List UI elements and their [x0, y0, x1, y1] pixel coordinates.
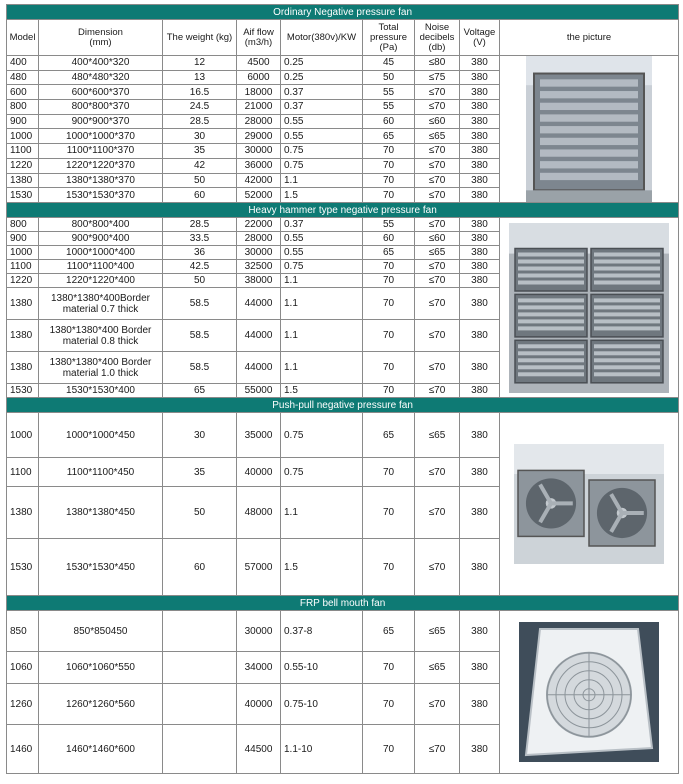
- cell-noise: ≤65: [415, 652, 460, 684]
- cell-pressure: 65: [363, 413, 415, 458]
- cell-model: 1380: [7, 173, 39, 188]
- fan-spec-table: [6, 4, 679, 774]
- cell-weight: [163, 725, 237, 774]
- cell-voltage: 380: [460, 173, 500, 188]
- cell-weight: 36: [163, 246, 237, 260]
- cell-dimension: 1100*1100*370: [39, 144, 163, 159]
- cell-dimension: 1260*1260*560: [39, 684, 163, 725]
- cell-dimension: 400*400*320: [39, 56, 163, 71]
- cell-model: 1380: [7, 288, 39, 320]
- cell-motor: 0.75: [281, 413, 363, 458]
- cell-dimension: 1380*1380*370: [39, 173, 163, 188]
- cell-dimension: 1100*1100*400: [39, 260, 163, 274]
- cell-dimension: 1000*1000*450: [39, 413, 163, 458]
- cell-voltage: 380: [460, 288, 500, 320]
- cell-airflow: 35000: [237, 413, 281, 458]
- cell-pressure: 70: [363, 158, 415, 173]
- cell-weight: 50: [163, 487, 237, 539]
- cell-airflow: 55000: [237, 384, 281, 398]
- cell-motor: 1.1: [281, 274, 363, 288]
- cell-model: 900: [7, 232, 39, 246]
- cell-weight: 16.5: [163, 85, 237, 100]
- cell-model: 1530: [7, 539, 39, 596]
- cell-dimension: 1000*1000*400: [39, 246, 163, 260]
- cell-dimension: 1060*1060*550: [39, 652, 163, 684]
- cell-airflow: 44500: [237, 725, 281, 774]
- column-header-dimension: Dimension (mm): [39, 20, 163, 56]
- cell-airflow: 30000: [237, 246, 281, 260]
- cell-weight: 60: [163, 188, 237, 203]
- cell-motor: 1.1: [281, 352, 363, 384]
- cell-noise: ≤65: [415, 413, 460, 458]
- cell-motor: 0.25: [281, 56, 363, 71]
- cell-airflow: 42000: [237, 173, 281, 188]
- cell-pressure: 60: [363, 232, 415, 246]
- section-band: [7, 5, 679, 20]
- cell-pressure: 70: [363, 274, 415, 288]
- section-title: Ordinary Negative pressure fan: [7, 5, 679, 20]
- cell-airflow: 40000: [237, 458, 281, 487]
- cell-noise: ≤65: [415, 611, 460, 652]
- cell-voltage: 380: [460, 114, 500, 129]
- cell-weight: 30: [163, 413, 237, 458]
- cell-pressure: 60: [363, 114, 415, 129]
- cell-weight: 13: [163, 70, 237, 85]
- cell-weight: 58.5: [163, 352, 237, 384]
- wall-louver-fan-photo: [500, 56, 679, 203]
- cell-voltage: 380: [460, 100, 500, 115]
- cell-airflow: 57000: [237, 539, 281, 596]
- cell-noise: ≤70: [415, 725, 460, 774]
- cell-weight: 50: [163, 173, 237, 188]
- cell-noise: ≤70: [415, 85, 460, 100]
- cell-airflow: 44000: [237, 288, 281, 320]
- cell-voltage: 380: [460, 274, 500, 288]
- cell-voltage: 380: [460, 188, 500, 203]
- cell-model: 1220: [7, 274, 39, 288]
- cell-model: 1060: [7, 652, 39, 684]
- section-band: [7, 596, 679, 611]
- section-title: Heavy hammer type negative pressure fan: [7, 203, 679, 218]
- cell-model: 1100: [7, 458, 39, 487]
- cell-pressure: 70: [363, 384, 415, 398]
- cell-motor: 0.25: [281, 70, 363, 85]
- cell-voltage: 380: [460, 611, 500, 652]
- cell-voltage: 380: [460, 539, 500, 596]
- cell-model: 600: [7, 85, 39, 100]
- cell-model: 850: [7, 611, 39, 652]
- cell-motor: 1.5: [281, 384, 363, 398]
- column-header-voltage: Voltage (V): [460, 20, 500, 56]
- cell-model: 1100: [7, 260, 39, 274]
- cell-weight: 12: [163, 56, 237, 71]
- cell-noise: ≤70: [415, 539, 460, 596]
- cell-airflow: 28000: [237, 114, 281, 129]
- cell-weight: [163, 684, 237, 725]
- cell-pressure: 70: [363, 173, 415, 188]
- cell-noise: ≤70: [415, 188, 460, 203]
- cell-motor: 1.5: [281, 539, 363, 596]
- cell-pressure: 65: [363, 129, 415, 144]
- cell-weight: 35: [163, 458, 237, 487]
- cell-dimension: 1380*1380*400 Border material 1.0 thick: [39, 352, 163, 384]
- cell-noise: ≤60: [415, 232, 460, 246]
- cell-motor: 0.55: [281, 246, 363, 260]
- cell-airflow: 28000: [237, 232, 281, 246]
- cell-noise: ≤70: [415, 274, 460, 288]
- cell-noise: ≤70: [415, 458, 460, 487]
- cell-model: 1530: [7, 384, 39, 398]
- cell-airflow: 38000: [237, 274, 281, 288]
- cell-model: 480: [7, 70, 39, 85]
- table-row: [7, 56, 679, 71]
- cell-motor: 0.37: [281, 218, 363, 232]
- cell-airflow: 30000: [237, 611, 281, 652]
- column-header-noise: Noise decibels (db): [415, 20, 460, 56]
- cell-dimension: 900*900*400: [39, 232, 163, 246]
- cell-weight: 58.5: [163, 288, 237, 320]
- cell-airflow: 44000: [237, 352, 281, 384]
- cell-model: 1000: [7, 246, 39, 260]
- cell-weight: 42: [163, 158, 237, 173]
- cell-airflow: 40000: [237, 684, 281, 725]
- cell-dimension: 1100*1100*450: [39, 458, 163, 487]
- cell-model: 1380: [7, 352, 39, 384]
- cell-dimension: 800*800*400: [39, 218, 163, 232]
- cell-motor: 0.37: [281, 85, 363, 100]
- cell-model: 1000: [7, 413, 39, 458]
- cell-airflow: 29000: [237, 129, 281, 144]
- cell-dimension: 1000*1000*370: [39, 129, 163, 144]
- cell-airflow: 4500: [237, 56, 281, 71]
- cell-noise: ≤70: [415, 288, 460, 320]
- cell-airflow: 21000: [237, 100, 281, 115]
- cell-voltage: 380: [460, 218, 500, 232]
- cell-airflow: 34000: [237, 652, 281, 684]
- cell-motor: 0.37: [281, 100, 363, 115]
- stacked-hammer-fans-photo: [500, 218, 679, 398]
- cell-weight: 28.5: [163, 218, 237, 232]
- section-title: FRP bell mouth fan: [7, 596, 679, 611]
- cell-dimension: 1220*1220*400: [39, 274, 163, 288]
- cell-weight: 35: [163, 144, 237, 159]
- cell-airflow: 6000: [237, 70, 281, 85]
- cell-voltage: 380: [460, 458, 500, 487]
- cell-pressure: 70: [363, 320, 415, 352]
- product-photo-icon: [519, 622, 659, 762]
- cell-model: 1380: [7, 487, 39, 539]
- cell-dimension: 600*600*370: [39, 85, 163, 100]
- cell-weight: 42.5: [163, 260, 237, 274]
- cell-motor: 0.75-10: [281, 684, 363, 725]
- cell-voltage: 380: [460, 246, 500, 260]
- cell-model: 800: [7, 218, 39, 232]
- cell-weight: 30: [163, 129, 237, 144]
- cell-dimension: 480*480*320: [39, 70, 163, 85]
- cell-voltage: 380: [460, 652, 500, 684]
- cell-model: 900: [7, 114, 39, 129]
- cell-dimension: 900*900*370: [39, 114, 163, 129]
- cell-weight: 33.5: [163, 232, 237, 246]
- cell-motor: 0.55: [281, 232, 363, 246]
- cell-model: 1380: [7, 320, 39, 352]
- cell-noise: ≤70: [415, 100, 460, 115]
- cell-airflow: 30000: [237, 144, 281, 159]
- cell-noise: ≤70: [415, 158, 460, 173]
- column-header-picture: the picture: [500, 20, 679, 56]
- cell-motor: 0.75: [281, 144, 363, 159]
- column-header-motor: Motor(380v)/KW: [281, 20, 363, 56]
- table-header-row: [7, 20, 679, 56]
- cell-model: 800: [7, 100, 39, 115]
- cell-motor: 0.37-8: [281, 611, 363, 652]
- product-photo-icon: [526, 56, 652, 202]
- cell-model: 1460: [7, 725, 39, 774]
- cell-motor: 0.75: [281, 260, 363, 274]
- cell-voltage: 380: [460, 352, 500, 384]
- cell-weight: 58.5: [163, 320, 237, 352]
- cell-voltage: 380: [460, 684, 500, 725]
- cell-airflow: 44000: [237, 320, 281, 352]
- cell-pressure: 70: [363, 144, 415, 159]
- product-photo-icon: [509, 223, 669, 393]
- cell-pressure: 70: [363, 487, 415, 539]
- cell-pressure: 70: [363, 288, 415, 320]
- cell-dimension: 1530*1530*400: [39, 384, 163, 398]
- cell-dimension: 1380*1380*400Border material 0.7 thick: [39, 288, 163, 320]
- column-header-model: Model: [7, 20, 39, 56]
- section-band: [7, 398, 679, 413]
- cell-noise: ≤75: [415, 70, 460, 85]
- cell-noise: ≤70: [415, 384, 460, 398]
- cell-voltage: 380: [460, 70, 500, 85]
- cell-noise: ≤70: [415, 320, 460, 352]
- section-band: [7, 203, 679, 218]
- cell-airflow: 52000: [237, 188, 281, 203]
- cell-voltage: 380: [460, 260, 500, 274]
- cell-voltage: 380: [460, 725, 500, 774]
- cell-dimension: 800*800*370: [39, 100, 163, 115]
- cell-motor: 1.1: [281, 487, 363, 539]
- cell-airflow: 22000: [237, 218, 281, 232]
- cell-model: 1220: [7, 158, 39, 173]
- cell-airflow: 32500: [237, 260, 281, 274]
- cell-motor: 0.75: [281, 458, 363, 487]
- cell-model: 400: [7, 56, 39, 71]
- cell-pressure: 55: [363, 85, 415, 100]
- cell-voltage: 380: [460, 129, 500, 144]
- cell-pressure: 70: [363, 260, 415, 274]
- cell-motor: 1.1: [281, 173, 363, 188]
- cell-motor: 0.55: [281, 114, 363, 129]
- cell-voltage: 380: [460, 56, 500, 71]
- cell-noise: ≤65: [415, 246, 460, 260]
- push-pull-fans-photo: [500, 413, 679, 596]
- table-row: [7, 611, 679, 652]
- cell-model: 1530: [7, 188, 39, 203]
- cell-pressure: 65: [363, 246, 415, 260]
- cell-model: 1100: [7, 144, 39, 159]
- cell-pressure: 70: [363, 725, 415, 774]
- cell-pressure: 70: [363, 352, 415, 384]
- product-photo-icon: [514, 444, 664, 564]
- cell-weight: 65: [163, 384, 237, 398]
- cell-weight: 28.5: [163, 114, 237, 129]
- cell-voltage: 380: [460, 384, 500, 398]
- cell-airflow: 18000: [237, 85, 281, 100]
- cell-voltage: 380: [460, 413, 500, 458]
- cell-model: 1000: [7, 129, 39, 144]
- cell-dimension: 1460*1460*600: [39, 725, 163, 774]
- cell-pressure: 55: [363, 100, 415, 115]
- cell-noise: ≤70: [415, 684, 460, 725]
- cell-noise: ≤70: [415, 352, 460, 384]
- cell-dimension: 1220*1220*370: [39, 158, 163, 173]
- cell-airflow: 48000: [237, 487, 281, 539]
- cell-pressure: 65: [363, 611, 415, 652]
- cell-motor: 0.55-10: [281, 652, 363, 684]
- column-header-pressure: Total pressure (Pa): [363, 20, 415, 56]
- cell-dimension: 1380*1380*450: [39, 487, 163, 539]
- cell-weight: [163, 611, 237, 652]
- cell-weight: 24.5: [163, 100, 237, 115]
- cell-motor: 1.1-10: [281, 725, 363, 774]
- cell-motor: 1.5: [281, 188, 363, 203]
- cell-pressure: 70: [363, 684, 415, 725]
- cell-noise: ≤70: [415, 487, 460, 539]
- cell-voltage: 380: [460, 232, 500, 246]
- column-header-airflow: Aif flow (m3/h): [237, 20, 281, 56]
- cell-airflow: 36000: [237, 158, 281, 173]
- cell-motor: 1.1: [281, 320, 363, 352]
- cell-pressure: 70: [363, 188, 415, 203]
- cell-voltage: 380: [460, 144, 500, 159]
- cell-weight: 60: [163, 539, 237, 596]
- cell-voltage: 380: [460, 320, 500, 352]
- cell-noise: ≤70: [415, 173, 460, 188]
- cell-pressure: 45: [363, 56, 415, 71]
- cell-noise: ≤80: [415, 56, 460, 71]
- cell-dimension: 1380*1380*400 Border material 0.8 thick: [39, 320, 163, 352]
- cell-motor: 0.75: [281, 158, 363, 173]
- cell-weight: [163, 652, 237, 684]
- cell-dimension: 1530*1530*370: [39, 188, 163, 203]
- cell-model: 1260: [7, 684, 39, 725]
- cell-weight: 50: [163, 274, 237, 288]
- cell-noise: ≤60: [415, 114, 460, 129]
- cell-pressure: 70: [363, 539, 415, 596]
- column-header-weight: The weight (kg): [163, 20, 237, 56]
- cell-pressure: 70: [363, 652, 415, 684]
- cell-noise: ≤65: [415, 129, 460, 144]
- cell-motor: 0.55: [281, 129, 363, 144]
- cell-dimension: 1530*1530*450: [39, 539, 163, 596]
- cell-dimension: 850*850450: [39, 611, 163, 652]
- cell-noise: ≤70: [415, 218, 460, 232]
- cell-noise: ≤70: [415, 260, 460, 274]
- table-row: [7, 413, 679, 458]
- cell-pressure: 55: [363, 218, 415, 232]
- cell-voltage: 380: [460, 487, 500, 539]
- cell-pressure: 70: [363, 458, 415, 487]
- cell-voltage: 380: [460, 158, 500, 173]
- cell-noise: ≤70: [415, 144, 460, 159]
- frp-bell-mouth-fan-photo: [500, 611, 679, 774]
- cell-voltage: 380: [460, 85, 500, 100]
- section-title: Push-pull negative pressure fan: [7, 398, 679, 413]
- cell-motor: 1.1: [281, 288, 363, 320]
- cell-pressure: 50: [363, 70, 415, 85]
- table-row: [7, 218, 679, 232]
